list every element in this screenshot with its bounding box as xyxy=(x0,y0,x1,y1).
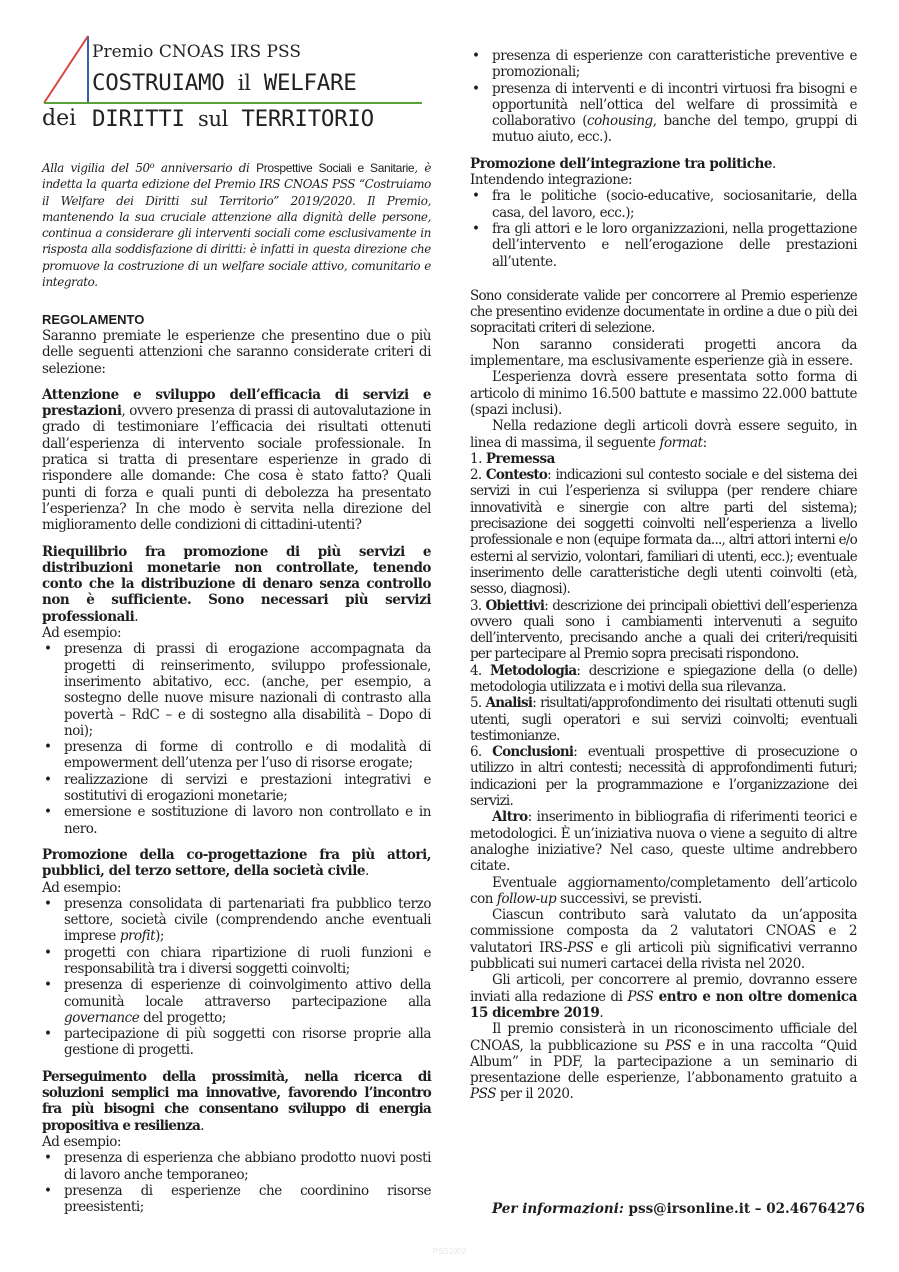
regolamento-heading: REGOLAMENTO xyxy=(42,312,145,327)
criterion-prossimita-list-cont xyxy=(470,48,857,146)
criterion-riequilibrio: Riequilibrio fra promozione di più servizi e distribuzioni monetarie non controllate, tenendo conto che la distribuzione di denaro senza controllo non è sufficiente. Sono necessari più servizi professionali. xyxy=(42,543,431,625)
logo-word-diritti: DIRITTI xyxy=(92,106,198,132)
list-item: • fra le politiche (socio-educative, sociosanitarie, della casa, del lavoro, ecc.); xyxy=(470,188,857,221)
logo-line-premio: Premio CNOAS IRS PSS xyxy=(92,42,301,62)
logo-word-il: il xyxy=(237,71,251,95)
list-item: • progetti con chiara ripartizione di ruoli funzioni e responsabilità tra i diversi soggetti coinvolti; xyxy=(42,945,431,978)
criterion-coprogettazione-list xyxy=(42,896,431,1059)
criterion-prossimita-list xyxy=(42,1150,431,1215)
format-item-contesto: 2. Contesto: indicazioni sul contesto sociale e del sistema dei servizi in cui l’esperienza si sviluppa (per rendere chiare innovatività e sinergie con altre parti del sistema); precisazione dei soggetti coinvolti nell’esperienza a livello professionale e non (equipe formata da..., altri attori interni e/o esterni al servizio, volontari, familiari di utenti, ecc.); eventuale inserimento delle caratteristiche degli utenti coinvolti (età, sesso, diagnosi). xyxy=(470,467,857,598)
criterion-coprogettazione-lead: Ad esempio: xyxy=(42,879,122,896)
contact-info xyxy=(492,1201,865,1217)
criterion-integrazione: Promozione dell’integrazione tra politiche. xyxy=(470,155,776,172)
validity-paragraph: Sono considerate valide per concorrere al Premio esperienze che presentino evidenze documentate in ordine a due o più dei sopracitati criteri di selezione. xyxy=(470,287,857,337)
criterion-prossimita-lead: Ad esempio: xyxy=(42,1133,122,1150)
list-item: • fra gli attori e le loro organizzazioni, nella progettazione dell’intervento e nell’erogazione delle prestazioni all’utente. xyxy=(470,221,857,270)
logo-word-territorio: TERRITORIO xyxy=(228,106,374,132)
logo-word-welfare: WELFARE xyxy=(250,70,357,96)
list-item: • presenza di esperienze che coordinino risorse preesistenti; xyxy=(42,1183,431,1216)
format-item-analisi: 5. Analisi: risultati/approfondimento dei risultati ottenuti sugli utenti, sugli operatori e sui servizi coinvolti; eventuali testimonianze. xyxy=(470,695,858,744)
logo-line-costruiamo xyxy=(92,70,357,96)
contact-label: Per informazioni: xyxy=(492,1201,624,1217)
criterion-prossimita: Perseguimento della prossimità, nella ricerca di soluzioni semplici ma innovative, favorendo l’incontro fra più bisogni che consentano sviluppo di energia propositiva e resilienza. xyxy=(42,1068,431,1134)
format-paragraph: Nella redazione degli articoli dovrà essere seguito, in linea di massima, il seguente format: xyxy=(470,418,857,451)
list-item: • emersione e sostituzione di lavoro non controllato e in nero. xyxy=(42,804,431,837)
format-item-conclusioni: 6. Conclusioni: eventuali prospettive di prosecuzione o utilizzo in altri contesti; necessità di approfondimenti futuri; indicazioni per la programmazione e l’organizzazione dei servizi. xyxy=(470,744,857,810)
list-item: • presenza di interventi e di incontri virtuosi fra bisogni e opportunità nell’ottica del welfare di prossimità e collaborativo (cohousing, banche del tempo, gruppi di mutuo aiuto, ecc.). xyxy=(470,81,857,146)
format-item-premessa: 1. Premessa xyxy=(470,450,555,467)
criterion-riequilibrio-lead: Ad esempio: xyxy=(42,625,122,642)
logo-word-dei: dei xyxy=(42,106,77,131)
criterion-integrazione-lead: Intendendo integrazione: xyxy=(470,172,633,189)
regolamento-intro: Saranno premiate le esperienze che presentino due o più delle seguenti attenzioni che saranno considerate criteri di selezione: xyxy=(42,328,431,377)
list-item: • partecipazione di più soggetti con risorse proprie alla gestione di progetti. xyxy=(42,1026,431,1059)
format-item-metodologia: 4. Metodologia: descrizione e spiegazione della (o delle) metodologia utilizzata e i motivi della sua rilevanza. xyxy=(470,662,857,695)
altro-paragraph: Altro: inserimento in bibliografia di riferimenti teorici e metodologici. È un’iniziativa nuova o viene a seguito di altre analoghe iniziative? Nel caso, queste ultime andrebbero citate. xyxy=(470,809,857,875)
logo-red-line xyxy=(44,36,88,103)
criterion-efficacia: Attenzione e sviluppo dell’efficacia di servizi e prestazioni, ovvero presenza di prassi di autovalutazione in grado di testimoniare l’efficacia dei risultati ottenuti dall’esperienza di intervento sociale professionale. In pratica si tratta di presentare esperienze in grado di rispondere alle domande: Che cosa è stato fatto? Quali punti di forza e quali punti di debolezza ha presentato l’esperienza? In che modo è servita nella direzione del miglioramento delle condizioni di cittadini-utenti? xyxy=(42,386,431,534)
format-item-obiettivi: 3. Obiettivi: descrizione dei principali obiettivi dell’esperienza ovvero quali sono i cambiamenti intervenuti a seguito dell’intervento, precisando anche a quali dei criteri/requisiti per partecipare al Premio sopra precisati rispondono. xyxy=(470,597,858,663)
list-item: • presenza consolidata di partenariati fra pubblico terzo settore, società civile (comprendendo anche eventuali imprese profit); xyxy=(42,896,431,945)
list-item: • presenza di esperienze di coinvolgimento attivo della comunità locale attraverso partecipazione alla governance del progetto; xyxy=(42,977,431,1026)
right-column-body xyxy=(470,48,857,1103)
length-paragraph: L’esperienza dovrà essere presentata sotto forma di articolo di minimo 16.500 battute e massimo 22.000 battute (spazi inclusi). xyxy=(470,369,857,418)
logo-word-costruiamo: COSTRUIAMO xyxy=(92,70,238,96)
non-considered-paragraph: Non saranno considerati progetti ancora da implementare, ma esclusivamente esperienze già in essere. xyxy=(470,336,857,370)
evaluation-paragraph: Ciascun contributo sarà valutato da un’apposita commissione composta da 2 valutatori CNOAS e 2 valutatori IRS-PSS e gli articoli più significativi verranno pubblicati sui numeri cartacei della rivista nel 2020. xyxy=(470,907,858,973)
intro-paragraph: Alla vigilia del 50$^o$ anniversario di Prospettive Sociali e Sanitarie, è indetta la quarta edizione del Premio IRS CNOAS PSS “Costruiamo il Welfare dei Diritti sul Territorio” 2019/2020. Il Premio, mantenendo la sua cruciale attenzione alla dignità delle persone, continua a considerare gli interventi sociali come esclusivamente in risposta alla soddisfazione di diritti: è infatti in questa direzione che promuove la costruzione di un welfare sociale attivo, comunitario e integrato. xyxy=(42,161,432,290)
submission-paragraph: Gli articoli, per concorrere al premio, dovranno essere inviati alla redazione di PSS entro e non oltre domenica 15 dicembre 2019. xyxy=(470,972,858,1021)
prize-paragraph: Il premio consisterà in un riconoscimento ufficiale del CNOAS, la pubblicazione su PSS e in una raccolta “Quid Album” in PDF, la partecipazione a un seminario di presentazione delle esperienze, l’abbonamento gratuito a PSS per il 2020. xyxy=(470,1021,857,1103)
contact-email-phone[interactable]: pss@irsonline.it – 02.46764276 xyxy=(623,1201,865,1217)
criterion-integrazione-list xyxy=(470,188,857,269)
logo-line-diritti xyxy=(92,106,374,132)
list-item: • presenza di forme di controllo e di modalità di empowerment dell’utenza per l’uso di risorse erogate; xyxy=(42,739,431,772)
list-item: • presenza di esperienza che abbiano prodotto nuovi posti di lavoro anche temporaneo; xyxy=(42,1150,431,1183)
regolamento-section xyxy=(42,312,431,1215)
list-item: • realizzazione di servizi e prestazioni integrativi e sostitutivi di erogazioni monetarie; xyxy=(42,772,431,805)
logo-word-sul: sul xyxy=(197,107,229,131)
list-item: • presenza di esperienze con caratteristiche preventive e promozionali; xyxy=(470,48,857,81)
criterion-riequilibrio-list xyxy=(42,641,431,837)
list-item: • presenza di prassi di erogazione accompagnata da progetti di reinserimento, sviluppo professionale, inserimento abitativo, ecc. (anche, per esempio, a sostegno delle nuove misure nazionali di contrasto alla povertà – RdC – e di sostegno alla disabilità – Dopo di noi); xyxy=(42,641,431,739)
journal-name: Prospettive Sociali e Sanitarie xyxy=(256,161,415,175)
criterion-coprogettazione: Promozione della co-progettazione fra più attori, pubblici, del terzo settore, della società civile. xyxy=(42,846,431,880)
premio-logo xyxy=(42,34,431,134)
update-paragraph: Eventuale aggiornamento/completamento dell’articolo con follow-up successivi, se previsti. xyxy=(470,874,857,907)
footer-code: PSS1902 xyxy=(432,1247,467,1256)
